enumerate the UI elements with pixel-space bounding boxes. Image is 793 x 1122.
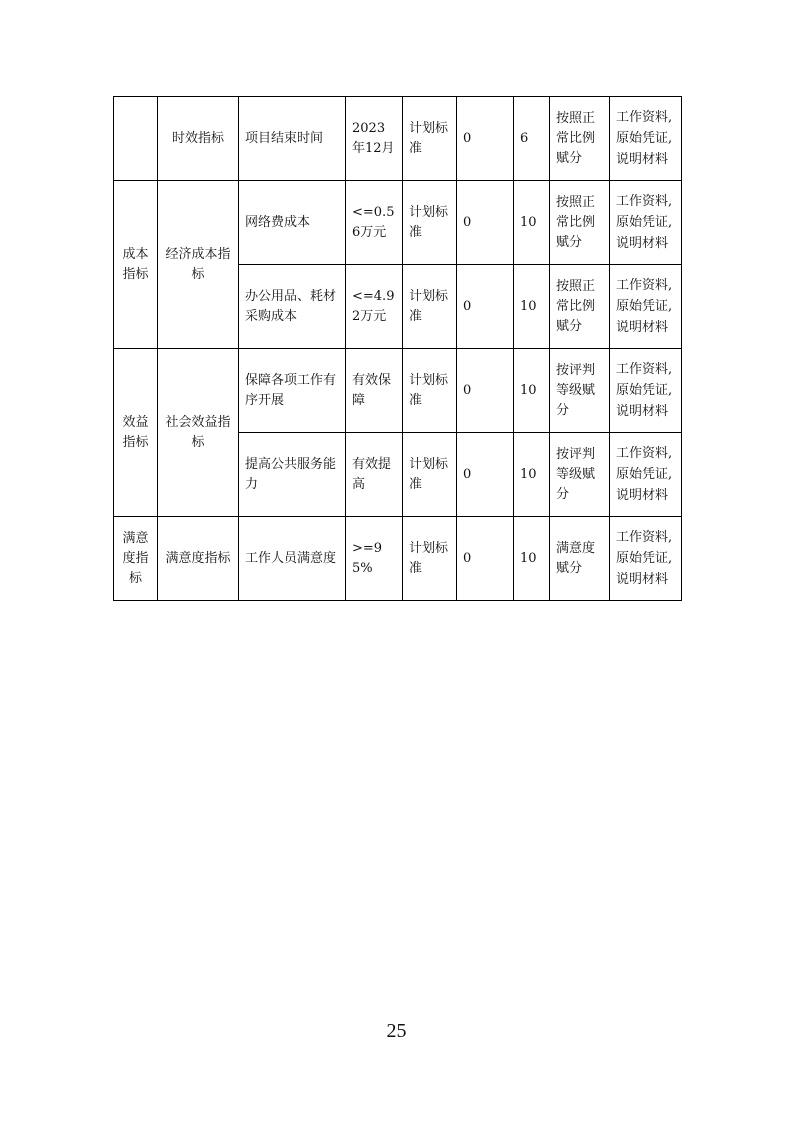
score-cell: 6 bbox=[514, 97, 550, 181]
standard-cell: 计划标准 bbox=[403, 349, 457, 433]
level1-cell: 成本指标 bbox=[114, 181, 158, 349]
score-cell: 10 bbox=[514, 181, 550, 265]
table-row bbox=[114, 181, 682, 265]
indicator-item-cell: 项目结束时间 bbox=[239, 97, 346, 181]
weight-start-cell: 0 bbox=[457, 181, 514, 265]
evidence-source-cell: 工作资料,原始凭证,说明材料 bbox=[610, 517, 682, 601]
evidence-source-cell: 工作资料,原始凭证,说明材料 bbox=[610, 97, 682, 181]
score-cell: 10 bbox=[514, 349, 550, 433]
target-value-cell: 2023年12月 bbox=[346, 97, 403, 181]
table-row bbox=[114, 517, 682, 601]
score-cell: 10 bbox=[514, 433, 550, 517]
standard-cell: 计划标准 bbox=[403, 181, 457, 265]
target-value-cell: 有效提高 bbox=[346, 433, 403, 517]
indicator-item-cell: 提高公共服务能力 bbox=[239, 433, 346, 517]
level1-cell: 效益指标 bbox=[114, 349, 158, 517]
performance-indicator-table bbox=[113, 96, 682, 601]
score-cell: 10 bbox=[514, 265, 550, 349]
standard-cell: 计划标准 bbox=[403, 517, 457, 601]
evidence-source-cell: 工作资料,原始凭证,说明材料 bbox=[610, 349, 682, 433]
scoring-method-cell: 满意度赋分 bbox=[550, 517, 610, 601]
scoring-method-cell: 按照正常比例赋分 bbox=[550, 265, 610, 349]
evidence-source-cell: 工作资料,原始凭证,说明材料 bbox=[610, 265, 682, 349]
target-value-cell: 有效保障 bbox=[346, 349, 403, 433]
weight-start-cell: 0 bbox=[457, 433, 514, 517]
table-row bbox=[114, 97, 682, 181]
level2-cell: 社会效益指标 bbox=[158, 349, 239, 517]
table-row bbox=[114, 349, 682, 433]
weight-start-cell: 0 bbox=[457, 265, 514, 349]
scoring-method-cell: 按照正常比例赋分 bbox=[550, 97, 610, 181]
level2-cell: 时效指标 bbox=[158, 97, 239, 181]
scoring-method-cell: 按照正常比例赋分 bbox=[550, 181, 610, 265]
level1-cell: 满意度指标 bbox=[114, 517, 158, 601]
evidence-source-cell: 工作资料,原始凭证,说明材料 bbox=[610, 181, 682, 265]
standard-cell: 计划标准 bbox=[403, 97, 457, 181]
indicator-item-cell: 网络费成本 bbox=[239, 181, 346, 265]
level2-cell: 经济成本指标 bbox=[158, 181, 239, 349]
target-value-cell: >=95% bbox=[346, 517, 403, 601]
level2-cell: 满意度指标 bbox=[158, 517, 239, 601]
scoring-method-cell: 按评判等级赋分 bbox=[550, 349, 610, 433]
indicator-item-cell: 办公用品、耗材采购成本 bbox=[239, 265, 346, 349]
evidence-source-cell: 工作资料,原始凭证,说明材料 bbox=[610, 433, 682, 517]
level1-cell bbox=[114, 97, 158, 181]
page-number: 25 bbox=[386, 1020, 407, 1042]
target-value-cell: <=0.56万元 bbox=[346, 181, 403, 265]
indicator-item-cell: 保障各项工作有序开展 bbox=[239, 349, 346, 433]
target-value-cell: <=4.92万元 bbox=[346, 265, 403, 349]
weight-start-cell: 0 bbox=[457, 349, 514, 433]
scoring-method-cell: 按评判等级赋分 bbox=[550, 433, 610, 517]
score-cell: 10 bbox=[514, 517, 550, 601]
indicator-item-cell: 工作人员满意度 bbox=[239, 517, 346, 601]
weight-start-cell: 0 bbox=[457, 517, 514, 601]
weight-start-cell: 0 bbox=[457, 97, 514, 181]
standard-cell: 计划标准 bbox=[403, 433, 457, 517]
standard-cell: 计划标准 bbox=[403, 265, 457, 349]
